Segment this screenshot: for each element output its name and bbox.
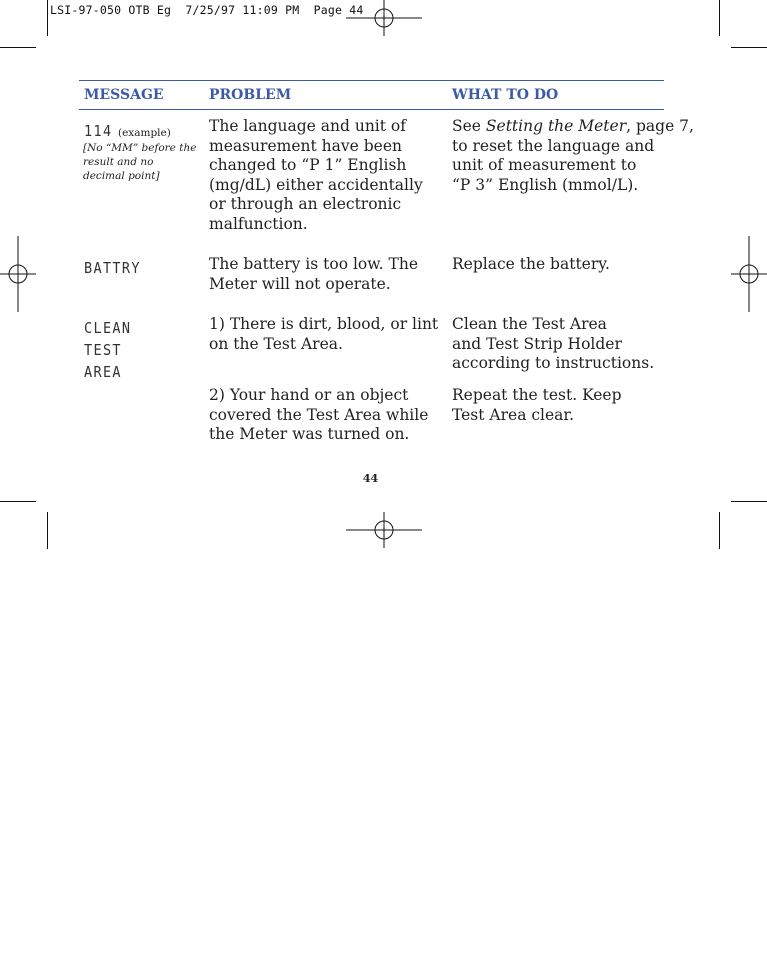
column-header-what-to-do: WHAT TO DO	[452, 87, 559, 103]
header-bottom-rule	[79, 109, 664, 110]
page-number: 44	[362, 472, 379, 485]
lcd-message	[84, 257, 141, 279]
crop-mark	[0, 501, 36, 502]
what-to-do-line: Repeat the test. Keep	[452, 386, 622, 404]
lcd-line: TEST	[84, 341, 122, 359]
what-to-do-line: Test Area clear.	[452, 405, 575, 424]
lcd-line: AREA	[84, 363, 122, 381]
problem-line: (mg/dL) either accidentally	[209, 175, 423, 194]
lcd-line: 114	[84, 122, 113, 140]
see-prefix: See	[452, 117, 486, 135]
crop-mark	[719, 0, 720, 36]
note-line: decimal point]	[83, 170, 160, 182]
what-to-do-cell	[452, 386, 622, 425]
note-line: [No “MM” before the	[83, 142, 197, 154]
what-to-do-cell	[452, 255, 610, 275]
crop-mark	[47, 512, 48, 549]
what-to-do-line: “P 3” English (mmol/L).	[452, 175, 639, 194]
problem-line: changed to “P 1” English	[209, 156, 407, 175]
message-note	[83, 141, 196, 183]
problem-cell	[209, 315, 438, 354]
what-to-do-line: unit of measurement to	[452, 156, 637, 175]
crop-mark	[0, 47, 36, 48]
crop-mark	[731, 501, 767, 502]
what-to-do-cell	[452, 315, 654, 374]
problem-line: on the Test Area.	[209, 334, 343, 353]
problem-cell	[209, 117, 423, 235]
column-header-problem: PROBLEM	[209, 87, 292, 103]
print-slug: LSI-97-050 OTB Eg 7/25/97 11:09 PM Page 44	[50, 3, 364, 17]
lcd-message	[84, 317, 131, 383]
problem-line: 2) Your hand or an object	[209, 386, 409, 404]
crop-mark	[731, 47, 767, 48]
registration-mark-top	[346, 0, 422, 36]
column-header-message: MESSAGE	[84, 87, 164, 103]
lcd-line: BATTRY	[84, 259, 141, 277]
lcd-message	[84, 120, 112, 142]
what-to-do-line: and Test Strip Holder	[452, 334, 622, 353]
page-reference: , page 7,	[626, 117, 694, 135]
what-to-do-line: according to instructions.	[452, 354, 655, 373]
header-top-rule	[79, 80, 664, 81]
problem-line: The language and unit of	[209, 117, 406, 135]
registration-mark-left	[0, 236, 36, 312]
what-to-do-line: to reset the language and	[452, 136, 655, 155]
what-to-do-cell	[452, 117, 694, 195]
registration-mark-bottom	[346, 512, 422, 548]
problem-line: malfunction.	[209, 214, 308, 233]
registration-mark-right	[731, 236, 767, 312]
section-reference: Setting the Meter	[485, 117, 627, 135]
problem-line: The battery is too low. The	[209, 255, 419, 273]
what-to-do-line: Replace the battery.	[452, 255, 610, 273]
problem-line: measurement have been	[209, 136, 402, 155]
what-to-do-line: Clean the Test Area	[452, 315, 607, 333]
note-line: result and no	[83, 156, 154, 168]
crop-mark	[719, 512, 720, 549]
problem-cell	[209, 255, 418, 294]
problem-line: the Meter was turned on.	[209, 425, 410, 444]
lcd-line: CLEAN	[84, 319, 132, 337]
problem-line: 1) There is dirt, blood, or lint	[209, 315, 439, 333]
problem-line: Meter will not operate.	[209, 274, 391, 293]
problem-cell	[209, 386, 428, 445]
what-to-do-line	[452, 117, 694, 137]
problem-line: or through an electronic	[209, 195, 402, 214]
problem-line: covered the Test Area while	[209, 405, 429, 424]
crop-mark	[47, 0, 48, 36]
example-label: (example)	[118, 127, 171, 139]
